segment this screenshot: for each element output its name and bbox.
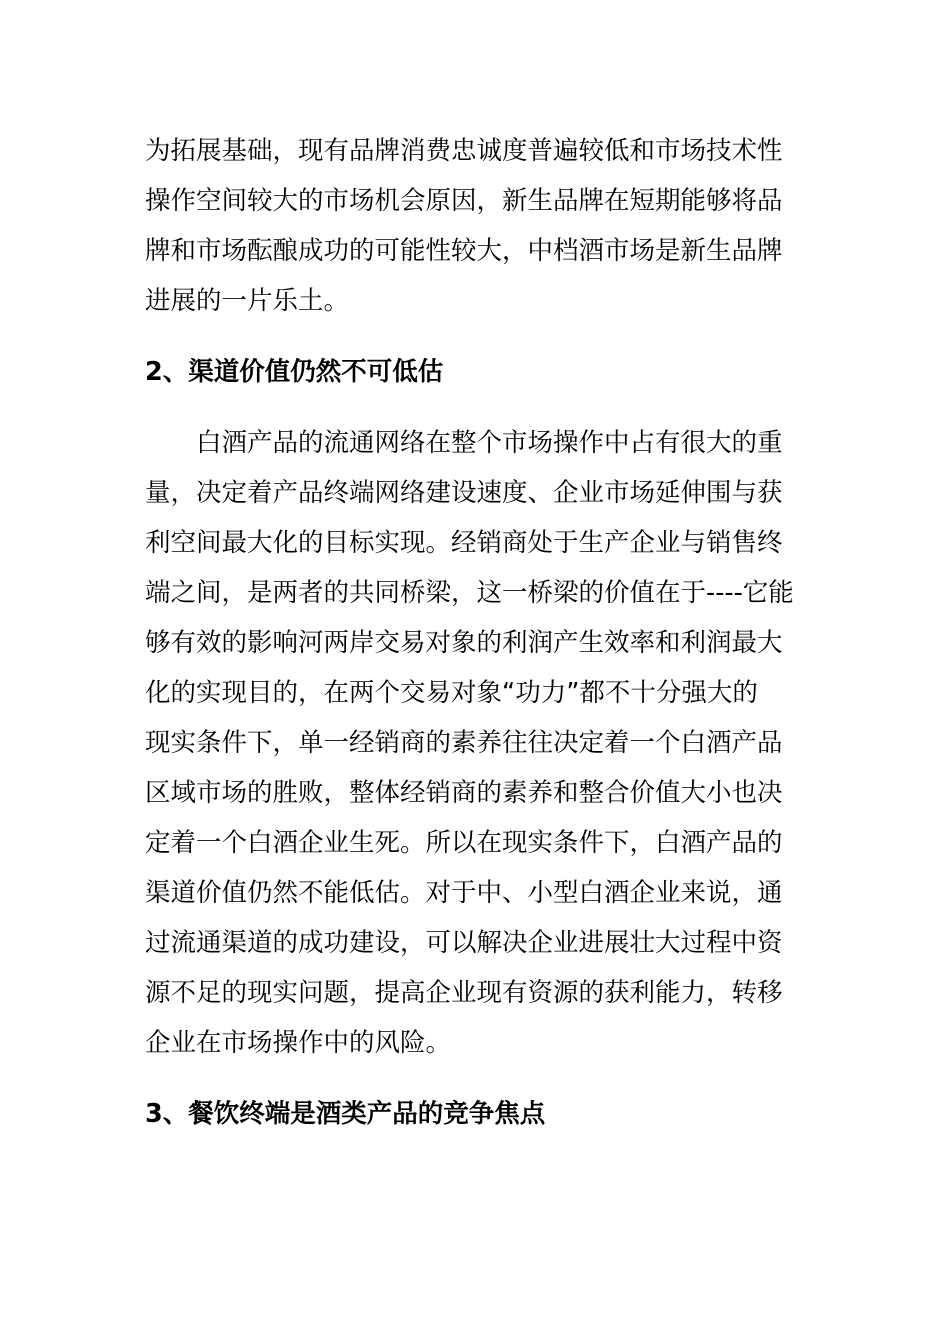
paragraph-line: 白酒产品的流通网络在整个市场操作中占有很大的重	[196, 428, 783, 458]
section-heading: 3、餐饮终端是酒类产品的竞争焦点	[145, 1099, 546, 1129]
paragraph-line: 操作空间较大的市场机会原因，新生品牌在短期能够将品	[145, 186, 783, 216]
paragraph-line: 过流通渠道的成功建设，可以解决企业进展壮大过程中资	[145, 928, 783, 958]
paragraph-line: 量，决定着产品终端网络建设速度、企业市场延伸围与获	[145, 478, 783, 508]
paragraph-line: 化的实现目的，在两个交易对象“功力”都不十分强大的	[145, 678, 758, 708]
paragraph-line: 牌和市场酝酿成功的可能性较大，中档酒市场是新生品牌	[145, 236, 783, 266]
paragraph-line: 端之间，是两者的共同桥梁，这一桥梁的价值在于----它能	[145, 578, 794, 608]
paragraph-line: 够有效的影响河两岸交易对象的利润产生效率和利润最大	[145, 628, 783, 658]
paragraph-line: 进展的一片乐土。	[145, 286, 350, 316]
paragraph-line: 定着一个白酒企业生死。所以在现实条件下，白酒产品的	[145, 828, 783, 858]
paragraph-line: 区域市场的胜败，整体经销商的素养和整合价值大小也决	[145, 778, 783, 808]
paragraph-line: 现实条件下，单一经销商的素养往往决定着一个白酒产品	[145, 728, 783, 758]
paragraph-line: 利空间最大化的目标实现。经销商处于生产企业与销售终	[145, 528, 783, 558]
paragraph-line: 企业在市场操作中的风险。	[145, 1028, 452, 1058]
paragraph-line: 渠道价值仍然不能低估。对于中、小型白酒企业来说，通	[145, 878, 783, 908]
paragraph-line: 为拓展基础，现有品牌消费忠诚度普遍较低和市场技术性	[145, 136, 783, 166]
section-heading: 2、渠道价值仍然不可低估	[145, 357, 444, 387]
paragraph-line: 源不足的现实问题，提高企业现有资源的获利能力，转移	[145, 978, 783, 1008]
